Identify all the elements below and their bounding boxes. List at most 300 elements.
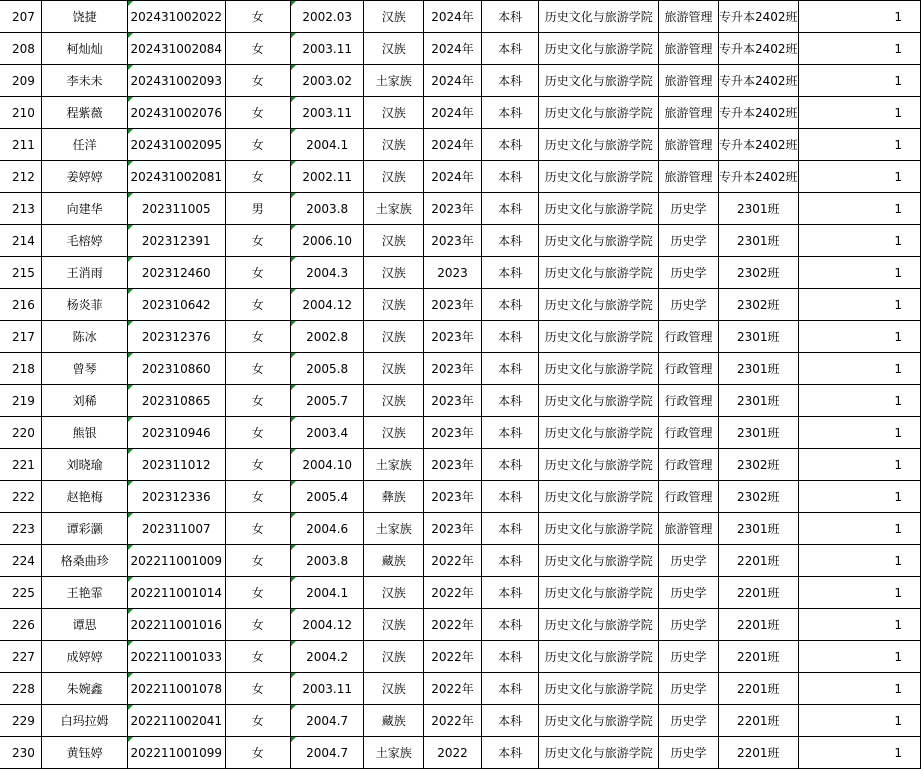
birth-date-cell[interactable]: 2004.12 (290, 289, 364, 321)
enroll-year-cell[interactable]: 2024年 (424, 33, 482, 65)
class-cell[interactable]: 2201班 (718, 609, 798, 641)
student-id-cell[interactable]: 202431002022 (127, 1, 225, 33)
enroll-year-cell[interactable]: 2023年 (424, 513, 482, 545)
college-cell[interactable]: 历史文化与旅游学院 (539, 193, 659, 225)
enroll-year-cell[interactable]: 2023年 (424, 193, 482, 225)
major-cell[interactable]: 历史学 (659, 737, 719, 769)
gender-cell[interactable]: 女 (225, 257, 290, 289)
student-id-cell[interactable]: 202431002093 (127, 65, 225, 97)
ethnicity-cell[interactable]: 汉族 (364, 609, 424, 641)
row-number-cell[interactable]: 219 (0, 385, 42, 417)
gender-cell[interactable]: 女 (225, 609, 290, 641)
ethnicity-cell[interactable]: 汉族 (364, 417, 424, 449)
count-cell[interactable]: 1 (798, 481, 921, 513)
count-cell[interactable]: 1 (798, 193, 921, 225)
education-level-cell[interactable]: 本科 (481, 449, 538, 481)
enroll-year-cell[interactable]: 2023 (424, 257, 482, 289)
name-cell[interactable]: 饶捷 (42, 1, 127, 33)
enroll-year-cell[interactable]: 2023年 (424, 481, 482, 513)
student-id-cell[interactable]: 202431002095 (127, 129, 225, 161)
student-id-cell[interactable]: 202312460 (127, 257, 225, 289)
student-id-cell[interactable]: 202211001014 (127, 577, 225, 609)
enroll-year-cell[interactable]: 2022年 (424, 545, 482, 577)
name-cell[interactable]: 李未未 (42, 65, 127, 97)
enroll-year-cell[interactable]: 2022年 (424, 705, 482, 737)
enroll-year-cell[interactable]: 2022年 (424, 609, 482, 641)
class-cell[interactable]: 专升本2402班 (718, 129, 798, 161)
row-number-cell[interactable]: 230 (0, 737, 42, 769)
count-cell[interactable]: 1 (798, 513, 921, 545)
class-cell[interactable]: 2201班 (718, 673, 798, 705)
student-id-cell[interactable]: 202310946 (127, 417, 225, 449)
gender-cell[interactable]: 女 (225, 161, 290, 193)
ethnicity-cell[interactable]: 汉族 (364, 257, 424, 289)
row-number-cell[interactable]: 207 (0, 1, 42, 33)
row-number-cell[interactable]: 214 (0, 225, 42, 257)
enroll-year-cell[interactable]: 2024年 (424, 129, 482, 161)
table-row (0, 353, 921, 385)
row-number-cell[interactable]: 213 (0, 193, 42, 225)
major-cell[interactable]: 行政管理 (659, 417, 719, 449)
college-cell[interactable]: 历史文化与旅游学院 (539, 449, 659, 481)
birth-date-cell[interactable]: 2003.8 (290, 193, 364, 225)
gender-cell[interactable]: 女 (225, 129, 290, 161)
student-id-cell[interactable]: 202211001033 (127, 641, 225, 673)
college-cell[interactable]: 历史文化与旅游学院 (539, 577, 659, 609)
name-cell[interactable]: 姜婷婷 (42, 161, 127, 193)
gender-cell[interactable]: 女 (225, 737, 290, 769)
row-number-cell[interactable]: 209 (0, 65, 42, 97)
row-number-cell[interactable]: 228 (0, 673, 42, 705)
name-cell[interactable]: 成婷婷 (42, 641, 127, 673)
name-cell[interactable]: 白玛拉姆 (42, 705, 127, 737)
row-number-cell[interactable]: 210 (0, 97, 42, 129)
birth-date-cell[interactable]: 2004.2 (290, 641, 364, 673)
count-cell[interactable]: 1 (798, 353, 921, 385)
gender-cell[interactable]: 女 (225, 481, 290, 513)
row-number-cell[interactable]: 225 (0, 577, 42, 609)
gender-cell[interactable]: 女 (225, 225, 290, 257)
enroll-year-cell[interactable]: 2024年 (424, 1, 482, 33)
major-cell[interactable]: 历史学 (659, 673, 719, 705)
gender-cell[interactable]: 女 (225, 513, 290, 545)
enroll-year-cell[interactable]: 2022年 (424, 641, 482, 673)
birth-date-cell[interactable]: 2004.7 (290, 705, 364, 737)
student-id-cell[interactable]: 202311007 (127, 513, 225, 545)
college-cell[interactable]: 历史文化与旅游学院 (539, 481, 659, 513)
class-cell[interactable]: 2201班 (718, 705, 798, 737)
name-cell[interactable]: 王艳霏 (42, 577, 127, 609)
education-level-cell[interactable]: 本科 (481, 353, 538, 385)
birth-date-cell[interactable]: 2004.10 (290, 449, 364, 481)
ethnicity-cell[interactable]: 汉族 (364, 33, 424, 65)
count-cell[interactable]: 1 (798, 417, 921, 449)
row-number-cell[interactable]: 220 (0, 417, 42, 449)
ethnicity-cell[interactable]: 土家族 (364, 449, 424, 481)
row-number-cell[interactable]: 223 (0, 513, 42, 545)
table-row (0, 1, 921, 33)
ethnicity-cell[interactable]: 汉族 (364, 641, 424, 673)
college-cell[interactable]: 历史文化与旅游学院 (539, 321, 659, 353)
ethnicity-cell[interactable]: 汉族 (364, 353, 424, 385)
student-id-cell[interactable]: 202211001078 (127, 673, 225, 705)
enroll-year-cell[interactable]: 2023年 (424, 225, 482, 257)
ethnicity-cell[interactable]: 汉族 (364, 577, 424, 609)
gender-cell[interactable]: 女 (225, 449, 290, 481)
class-cell[interactable]: 2301班 (718, 193, 798, 225)
major-cell[interactable]: 旅游管理 (659, 1, 719, 33)
count-cell[interactable]: 1 (798, 1, 921, 33)
major-cell[interactable]: 旅游管理 (659, 129, 719, 161)
ethnicity-cell[interactable]: 汉族 (364, 1, 424, 33)
ethnicity-cell[interactable]: 藏族 (364, 705, 424, 737)
college-cell[interactable]: 历史文化与旅游学院 (539, 161, 659, 193)
name-cell[interactable]: 熊银 (42, 417, 127, 449)
enroll-year-cell[interactable]: 2023年 (424, 385, 482, 417)
ethnicity-cell[interactable]: 土家族 (364, 737, 424, 769)
table-row (0, 545, 921, 577)
student-id-cell[interactable]: 202312391 (127, 225, 225, 257)
birth-date-cell[interactable]: 2003.11 (290, 33, 364, 65)
row-number-cell[interactable]: 218 (0, 353, 42, 385)
name-cell[interactable]: 王消雨 (42, 257, 127, 289)
birth-date-cell[interactable]: 2002.03 (290, 1, 364, 33)
major-cell[interactable]: 行政管理 (659, 481, 719, 513)
student-id-cell[interactable]: 202312376 (127, 321, 225, 353)
birth-date-cell[interactable]: 2003.11 (290, 97, 364, 129)
count-cell[interactable]: 1 (798, 257, 921, 289)
student-id-cell[interactable]: 202310860 (127, 353, 225, 385)
count-cell[interactable]: 1 (798, 321, 921, 353)
count-cell[interactable]: 1 (798, 33, 921, 65)
gender-cell[interactable]: 女 (225, 97, 290, 129)
class-cell[interactable]: 2301班 (718, 321, 798, 353)
row-number-cell[interactable]: 215 (0, 257, 42, 289)
table-row (0, 225, 921, 257)
major-cell[interactable]: 历史学 (659, 545, 719, 577)
table-row (0, 449, 921, 481)
education-level-cell[interactable]: 本科 (481, 417, 538, 449)
class-cell[interactable]: 专升本2402班 (718, 1, 798, 33)
student-id-cell[interactable]: 202431002076 (127, 97, 225, 129)
major-cell[interactable]: 历史学 (659, 289, 719, 321)
birth-date-cell[interactable]: 2003.8 (290, 545, 364, 577)
student-id-cell[interactable]: 202211001016 (127, 609, 225, 641)
birth-date-cell[interactable]: 2004.7 (290, 737, 364, 769)
ethnicity-cell[interactable]: 汉族 (364, 225, 424, 257)
row-number-cell[interactable]: 227 (0, 641, 42, 673)
ethnicity-cell[interactable]: 土家族 (364, 513, 424, 545)
education-level-cell[interactable]: 本科 (481, 289, 538, 321)
college-cell[interactable]: 历史文化与旅游学院 (539, 705, 659, 737)
table-row (0, 161, 921, 193)
gender-cell[interactable]: 女 (225, 673, 290, 705)
birth-date-cell[interactable]: 2002.11 (290, 161, 364, 193)
student-id-cell[interactable]: 202312336 (127, 481, 225, 513)
college-cell[interactable]: 历史文化与旅游学院 (539, 225, 659, 257)
birth-date-cell[interactable]: 2004.12 (290, 609, 364, 641)
gender-cell[interactable]: 男 (225, 193, 290, 225)
college-cell[interactable]: 历史文化与旅游学院 (539, 737, 659, 769)
gender-cell[interactable]: 女 (225, 385, 290, 417)
college-cell[interactable]: 历史文化与旅游学院 (539, 129, 659, 161)
count-cell[interactable]: 1 (798, 737, 921, 769)
ethnicity-cell[interactable]: 汉族 (364, 385, 424, 417)
name-cell[interactable]: 朱婉鑫 (42, 673, 127, 705)
count-cell[interactable]: 1 (798, 705, 921, 737)
education-level-cell[interactable]: 本科 (481, 545, 538, 577)
college-cell[interactable]: 历史文化与旅游学院 (539, 65, 659, 97)
count-cell[interactable]: 1 (798, 161, 921, 193)
student-id-cell[interactable]: 202310642 (127, 289, 225, 321)
row-number-cell[interactable]: 222 (0, 481, 42, 513)
college-cell[interactable]: 历史文化与旅游学院 (539, 97, 659, 129)
enroll-year-cell[interactable]: 2024年 (424, 161, 482, 193)
birth-date-cell[interactable]: 2005.8 (290, 353, 364, 385)
major-cell[interactable]: 历史学 (659, 193, 719, 225)
education-level-cell[interactable]: 本科 (481, 705, 538, 737)
education-level-cell[interactable]: 本科 (481, 321, 538, 353)
major-cell[interactable]: 旅游管理 (659, 97, 719, 129)
name-cell[interactable]: 刘晓瑜 (42, 449, 127, 481)
count-cell[interactable]: 1 (798, 65, 921, 97)
name-cell[interactable]: 程紫薇 (42, 97, 127, 129)
college-cell[interactable]: 历史文化与旅游学院 (539, 417, 659, 449)
college-cell[interactable]: 历史文化与旅游学院 (539, 609, 659, 641)
class-cell[interactable]: 专升本2402班 (718, 33, 798, 65)
class-cell[interactable]: 2301班 (718, 385, 798, 417)
ethnicity-cell[interactable]: 藏族 (364, 545, 424, 577)
college-cell[interactable]: 历史文化与旅游学院 (539, 1, 659, 33)
birth-date-cell[interactable]: 2004.6 (290, 513, 364, 545)
row-number-cell[interactable]: 221 (0, 449, 42, 481)
class-cell[interactable]: 2201班 (718, 545, 798, 577)
college-cell[interactable]: 历史文化与旅游学院 (539, 385, 659, 417)
birth-date-cell[interactable]: 2003.02 (290, 65, 364, 97)
class-cell[interactable]: 专升本2402班 (718, 97, 798, 129)
enroll-year-cell[interactable]: 2024年 (424, 97, 482, 129)
class-cell[interactable]: 2201班 (718, 737, 798, 769)
education-level-cell[interactable]: 本科 (481, 1, 538, 33)
ethnicity-cell[interactable]: 汉族 (364, 673, 424, 705)
education-level-cell[interactable]: 本科 (481, 33, 538, 65)
gender-cell[interactable]: 女 (225, 641, 290, 673)
ethnicity-cell[interactable]: 土家族 (364, 193, 424, 225)
name-cell[interactable]: 刘稀 (42, 385, 127, 417)
gender-cell[interactable]: 女 (225, 1, 290, 33)
row-number-cell[interactable]: 216 (0, 289, 42, 321)
birth-date-cell[interactable]: 2005.4 (290, 481, 364, 513)
name-cell[interactable]: 谭思 (42, 609, 127, 641)
class-cell[interactable]: 2201班 (718, 641, 798, 673)
education-level-cell[interactable]: 本科 (481, 737, 538, 769)
name-cell[interactable]: 赵艳梅 (42, 481, 127, 513)
enroll-year-cell[interactable]: 2022年 (424, 673, 482, 705)
student-id-cell[interactable]: 202211001009 (127, 545, 225, 577)
table-row (0, 641, 921, 673)
count-cell[interactable]: 1 (798, 449, 921, 481)
name-cell[interactable]: 柯灿灿 (42, 33, 127, 65)
birth-date-cell[interactable]: 2004.1 (290, 577, 364, 609)
count-cell[interactable]: 1 (798, 673, 921, 705)
student-id-cell[interactable]: 202311005 (127, 193, 225, 225)
table-row (0, 417, 921, 449)
major-cell[interactable]: 历史学 (659, 609, 719, 641)
enroll-year-cell[interactable]: 2022 (424, 737, 482, 769)
major-cell[interactable]: 历史学 (659, 641, 719, 673)
row-number-cell[interactable]: 224 (0, 545, 42, 577)
birth-date-cell[interactable]: 2004.1 (290, 129, 364, 161)
count-cell[interactable]: 1 (798, 289, 921, 321)
college-cell[interactable]: 历史文化与旅游学院 (539, 641, 659, 673)
major-cell[interactable]: 行政管理 (659, 449, 719, 481)
birth-date-cell[interactable]: 2002.8 (290, 321, 364, 353)
name-cell[interactable]: 黄钰婷 (42, 737, 127, 769)
college-cell[interactable]: 历史文化与旅游学院 (539, 545, 659, 577)
college-cell[interactable]: 历史文化与旅游学院 (539, 353, 659, 385)
college-cell[interactable]: 历史文化与旅游学院 (539, 257, 659, 289)
count-cell[interactable]: 1 (798, 225, 921, 257)
name-cell[interactable]: 格桑曲珍 (42, 545, 127, 577)
ethnicity-cell[interactable]: 汉族 (364, 161, 424, 193)
enroll-year-cell[interactable]: 2023年 (424, 449, 482, 481)
count-cell[interactable]: 1 (798, 641, 921, 673)
class-cell[interactable]: 2201班 (718, 577, 798, 609)
major-cell[interactable]: 历史学 (659, 257, 719, 289)
birth-date-cell[interactable]: 2003.11 (290, 673, 364, 705)
education-level-cell[interactable]: 本科 (481, 641, 538, 673)
row-number-cell[interactable]: 208 (0, 33, 42, 65)
gender-cell[interactable]: 女 (225, 65, 290, 97)
education-level-cell[interactable]: 本科 (481, 225, 538, 257)
ethnicity-cell[interactable]: 汉族 (364, 289, 424, 321)
gender-cell[interactable]: 女 (225, 33, 290, 65)
name-cell[interactable]: 杨炎菲 (42, 289, 127, 321)
count-cell[interactable]: 1 (798, 129, 921, 161)
row-number-cell[interactable]: 217 (0, 321, 42, 353)
major-cell[interactable]: 历史学 (659, 705, 719, 737)
gender-cell[interactable]: 女 (225, 353, 290, 385)
birth-date-cell[interactable]: 2005.7 (290, 385, 364, 417)
class-cell[interactable]: 2301班 (718, 513, 798, 545)
college-cell[interactable]: 历史文化与旅游学院 (539, 673, 659, 705)
enroll-year-cell[interactable]: 2023年 (424, 321, 482, 353)
gender-cell[interactable]: 女 (225, 705, 290, 737)
class-cell[interactable]: 2302班 (718, 481, 798, 513)
gender-cell[interactable]: 女 (225, 417, 290, 449)
count-cell[interactable]: 1 (798, 545, 921, 577)
student-id-cell[interactable]: 202311012 (127, 449, 225, 481)
education-level-cell[interactable]: 本科 (481, 609, 538, 641)
class-cell[interactable]: 2302班 (718, 289, 798, 321)
college-cell[interactable]: 历史文化与旅游学院 (539, 289, 659, 321)
major-cell[interactable]: 行政管理 (659, 321, 719, 353)
education-level-cell[interactable]: 本科 (481, 129, 538, 161)
education-level-cell[interactable]: 本科 (481, 577, 538, 609)
gender-cell[interactable]: 女 (225, 321, 290, 353)
ethnicity-cell[interactable]: 汉族 (364, 129, 424, 161)
class-cell[interactable]: 专升本2402班 (718, 65, 798, 97)
student-id-cell[interactable]: 202211001099 (127, 737, 225, 769)
major-cell[interactable]: 历史学 (659, 577, 719, 609)
ethnicity-cell[interactable]: 土家族 (364, 65, 424, 97)
birth-date-cell[interactable]: 2003.4 (290, 417, 364, 449)
row-number-cell[interactable]: 229 (0, 705, 42, 737)
class-cell[interactable]: 2301班 (718, 225, 798, 257)
education-level-cell[interactable]: 本科 (481, 161, 538, 193)
student-id-cell[interactable]: 202310865 (127, 385, 225, 417)
class-cell[interactable]: 2301班 (718, 353, 798, 385)
name-cell[interactable]: 任洋 (42, 129, 127, 161)
birth-date-cell[interactable]: 2006.10 (290, 225, 364, 257)
major-cell[interactable]: 旅游管理 (659, 33, 719, 65)
class-cell[interactable]: 2302班 (718, 449, 798, 481)
college-cell[interactable]: 历史文化与旅游学院 (539, 513, 659, 545)
ethnicity-cell[interactable]: 汉族 (364, 97, 424, 129)
education-level-cell[interactable]: 本科 (481, 97, 538, 129)
education-level-cell[interactable]: 本科 (481, 65, 538, 97)
student-id-cell[interactable]: 202211002041 (127, 705, 225, 737)
gender-cell[interactable]: 女 (225, 289, 290, 321)
ethnicity-cell[interactable]: 汉族 (364, 321, 424, 353)
education-level-cell[interactable]: 本科 (481, 481, 538, 513)
major-cell[interactable]: 历史学 (659, 225, 719, 257)
count-cell[interactable]: 1 (798, 609, 921, 641)
enroll-year-cell[interactable]: 2023年 (424, 417, 482, 449)
student-id-cell[interactable]: 202431002084 (127, 33, 225, 65)
enroll-year-cell[interactable]: 2024年 (424, 65, 482, 97)
major-cell[interactable]: 旅游管理 (659, 513, 719, 545)
class-cell[interactable]: 2301班 (718, 417, 798, 449)
table-row (0, 289, 921, 321)
enroll-year-cell[interactable]: 2022年 (424, 577, 482, 609)
enroll-year-cell[interactable]: 2023年 (424, 353, 482, 385)
education-level-cell[interactable]: 本科 (481, 193, 538, 225)
education-level-cell[interactable]: 本科 (481, 385, 538, 417)
row-number-cell[interactable]: 226 (0, 609, 42, 641)
birth-date-cell[interactable]: 2004.3 (290, 257, 364, 289)
education-level-cell[interactable]: 本科 (481, 513, 538, 545)
table-row (0, 385, 921, 417)
major-cell[interactable]: 旅游管理 (659, 65, 719, 97)
major-cell[interactable]: 行政管理 (659, 353, 719, 385)
education-level-cell[interactable]: 本科 (481, 673, 538, 705)
name-cell[interactable]: 向建华 (42, 193, 127, 225)
count-cell[interactable]: 1 (798, 97, 921, 129)
class-cell[interactable]: 专升本2402班 (718, 161, 798, 193)
table-row (0, 609, 921, 641)
table-row (0, 33, 921, 65)
major-cell[interactable]: 行政管理 (659, 385, 719, 417)
gender-cell[interactable]: 女 (225, 545, 290, 577)
education-level-cell[interactable]: 本科 (481, 257, 538, 289)
row-number-cell[interactable]: 212 (0, 161, 42, 193)
row-number-cell[interactable]: 211 (0, 129, 42, 161)
count-cell[interactable]: 1 (798, 385, 921, 417)
count-cell[interactable]: 1 (798, 577, 921, 609)
student-id-cell[interactable]: 202431002081 (127, 161, 225, 193)
ethnicity-cell[interactable]: 彝族 (364, 481, 424, 513)
name-cell[interactable]: 毛榕婷 (42, 225, 127, 257)
name-cell[interactable]: 陈冰 (42, 321, 127, 353)
name-cell[interactable]: 谭彩灏 (42, 513, 127, 545)
name-cell[interactable]: 曾琴 (42, 353, 127, 385)
class-cell[interactable]: 2302班 (718, 257, 798, 289)
major-cell[interactable]: 旅游管理 (659, 161, 719, 193)
college-cell[interactable]: 历史文化与旅游学院 (539, 33, 659, 65)
enroll-year-cell[interactable]: 2023年 (424, 289, 482, 321)
gender-cell[interactable]: 女 (225, 577, 290, 609)
